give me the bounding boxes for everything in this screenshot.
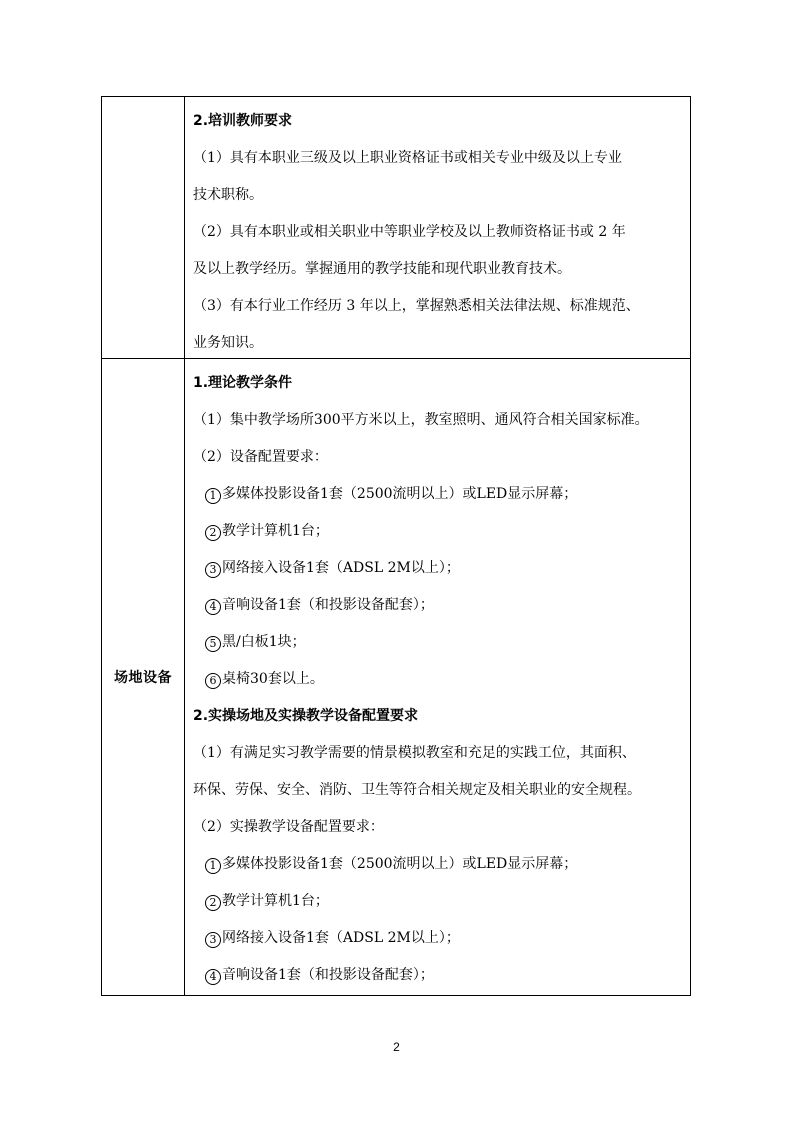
list-item — [193, 513, 682, 550]
list-item-text: 桌椅30套以上。 — [222, 671, 324, 687]
list-item-text: 多媒体投影设备1套（2500流明以上）或LED显示屏幕； — [222, 856, 578, 872]
list-item-text: 网络接入设备1套（ADSL 2M以上）； — [222, 560, 460, 576]
paragraph-line: （3）有本行业工作经历 3 年以上，掌握熟悉相关法律法规、标准规范、 — [193, 298, 640, 314]
paragraph-line: （1）具有本职业三级及以上职业资格证书或相关专业中级及以上专业 — [193, 150, 622, 166]
paragraph-line: （2）实操教学设备配置要求： — [193, 819, 384, 835]
list-item-text: 黑/白板1块； — [222, 634, 306, 650]
table-row-venue-equipment — [102, 359, 691, 996]
list-item-text: 多媒体投影设备1套（2500流明以上）或LED显示屏幕； — [222, 486, 578, 502]
paragraph-line: 环保、劳保、安全、消防、卫生等符合相关规定及相关职业的安全规程。 — [193, 782, 641, 798]
paragraph-line: 及以上教学经历。掌握通用的教学技能和现代职业教育技术。 — [193, 261, 571, 277]
paragraph-line: 技术职称。 — [193, 187, 263, 203]
circled-number: 2 — [205, 525, 221, 541]
row-content-cell — [185, 97, 691, 359]
circled-number: 3 — [205, 932, 221, 948]
paragraph-line: （2）设备配置要求： — [193, 449, 328, 465]
list-item — [193, 957, 682, 994]
list-item-text: 教学计算机1台； — [222, 523, 329, 539]
requirements-table — [101, 96, 691, 996]
list-item-text: 网络接入设备1套（ADSL 2M以上）； — [222, 930, 460, 946]
list-item — [193, 661, 682, 698]
circled-number: 3 — [205, 562, 221, 578]
section-heading: 2.实操场地及实操教学设备配置要求 — [193, 708, 419, 724]
section-heading: 2.培训教师要求 — [193, 113, 293, 129]
list-item — [193, 550, 682, 587]
section-heading: 1.理论教学条件 — [193, 375, 293, 391]
circled-number: 1 — [205, 858, 221, 874]
circled-number: 4 — [205, 599, 221, 615]
list-item — [193, 476, 682, 513]
row-label: 场地设备 — [114, 670, 172, 686]
circled-number: 5 — [205, 636, 221, 652]
circled-number: 1 — [205, 488, 221, 504]
row-label-cell — [102, 97, 185, 359]
page-number: 2 — [393, 1040, 400, 1054]
list-item-text: 音响设备1套（和投影设备配套）； — [222, 967, 434, 983]
circled-number: 4 — [205, 969, 221, 985]
circled-number: 2 — [205, 895, 221, 911]
row-content-cell — [185, 359, 691, 996]
table-row-teacher-requirements — [102, 97, 691, 359]
paragraph-line: （1）集中教学场所300平方米以上，教室照明、通风符合相关国家标准。 — [193, 412, 649, 428]
paragraph-line: （1）有满足实习教学需要的情景模拟教室和充足的实践工位，其面积、 — [193, 745, 636, 761]
paragraph-line: 业务知识。 — [193, 335, 263, 351]
list-item — [193, 883, 682, 920]
list-item — [193, 920, 682, 957]
list-item-text: 音响设备1套（和投影设备配套）； — [222, 597, 434, 613]
paragraph-line: （2）具有本职业或相关职业中等职业学校及以上教师资格证书或 2 年 — [193, 224, 626, 240]
row-label-cell — [102, 359, 185, 996]
list-item-text: 教学计算机1台； — [222, 893, 329, 909]
list-item — [193, 846, 682, 883]
list-item — [193, 624, 682, 661]
circled-number: 6 — [205, 673, 221, 689]
list-item — [193, 587, 682, 624]
